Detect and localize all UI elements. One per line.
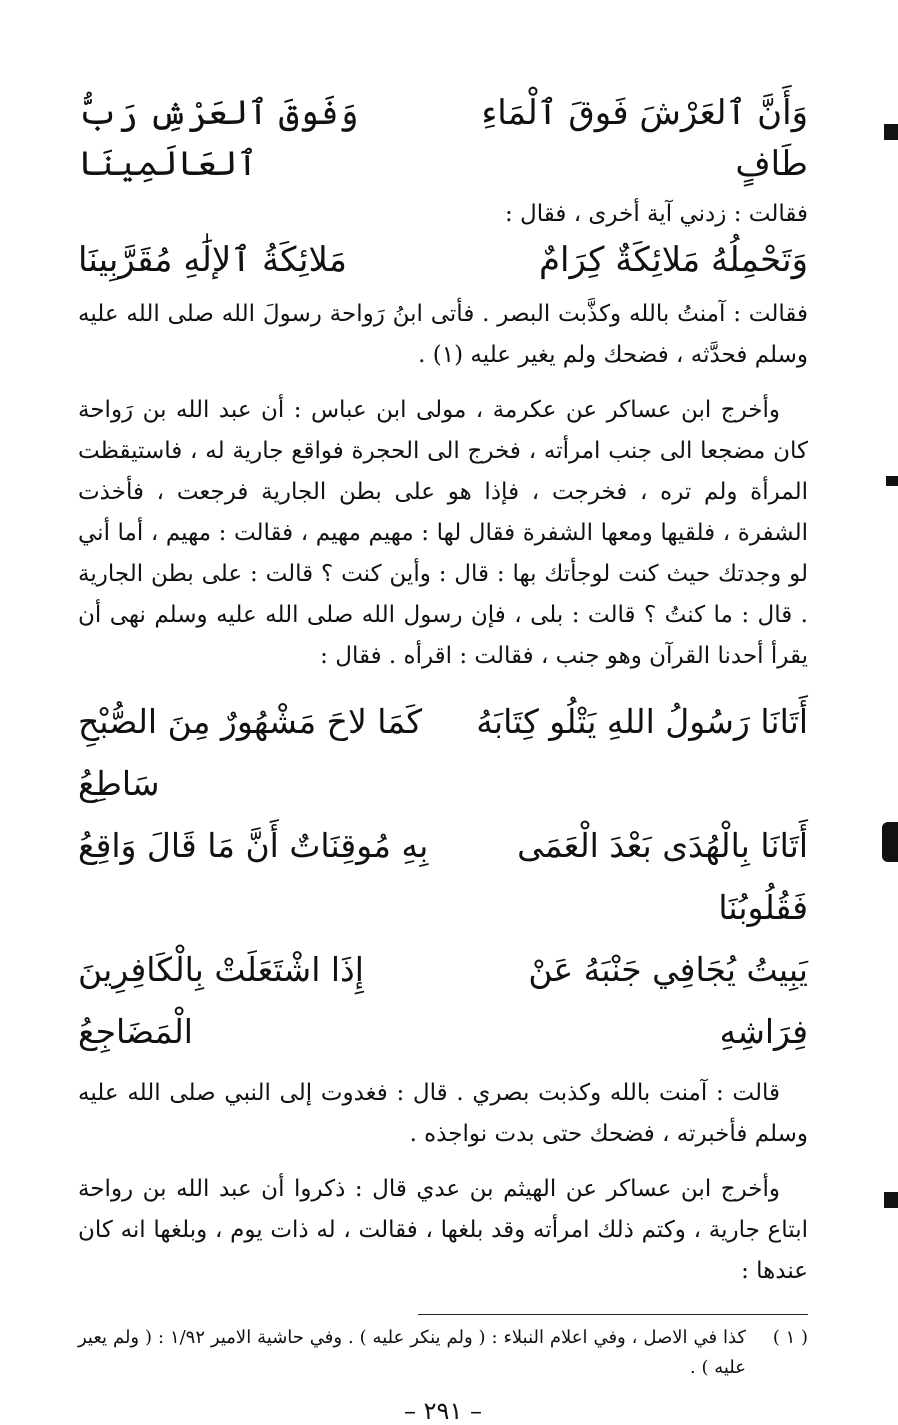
- verse-second-hemistich: مَلائِكَةُ ٱلإلَٰهِ مُقَرَّبِينَا: [78, 240, 347, 280]
- poem: [78, 691, 808, 1063]
- scan-edge-mark: [886, 476, 898, 486]
- paragraph-ikrima-narration: وأخرج ابن عساكر عن عكرمة ، مولى ابن عباس : أن عبد الله بن رَواحة كان مضجعا الى جنب امرأته ، فخرج الى الحجرة فواقع جارية له ، فاستيقظت المرأة ولم تره ، فخرجت ، فإذا هو على بطن الجارية فرجعت ، فأخذت الشفرة ، فلقيها ومعها الشفرة فقال لها : مهيم مهيم ، فقالت : مهيم ، أما أني لو وجدتك حيث كنت لوجأتك بها : قال : وأين كنت ؟ قالت : على بطن الجارية . قال : ما كنتُ ؟ قالت : بلى ، فإن رسول الله صلى الله عليه وسلم نهى أن يقرأ أحدنا القرآن وهو جنب ، فقالت : اقرأه . فقال :: [78, 397, 808, 669]
- footnote-divider: [418, 1314, 808, 1315]
- verse-first-hemistich: وَأَنَّ ٱلعَرْشَ فَوقَ ٱلْمَاءِ طَافٍ: [481, 93, 808, 184]
- paragraph-belief: فقالت : آمنتُ بالله وكذَّبت البصر . فأتى ابنُ رَواحة رسولَ الله صلى الله عليه وسلم فحدَّثه ، فضحك ولم يغير عليه (١) .: [78, 301, 808, 368]
- verse-line-1: [78, 88, 808, 190]
- footnote-text: كذا في الاصل ، وفي اعلام النبلاء : ( ولم ينكر عليه ) . وفي حاشية الامير ١/٩٢ : ( ولم يعير عليه ) .: [78, 1327, 746, 1378]
- paragraph-haytham-narration: وأخرج ابن عساكر عن الهيثم بن عدي قال : ذكروا أن عبد الله بن رواحة ابتاع جارية ، وكتم ذلك امرأته وقد بلغها ، فقالت ، له ذات يوم ، وبلغها انه كان عندها :: [78, 1176, 808, 1284]
- verse-first-hemistich: أَتَانَا بِالْهُدَى بَعْدَ الْعَمَى فَقُلُوبُنَا: [517, 826, 808, 927]
- scan-edge-mark: [882, 822, 898, 862]
- poem-verse-1: [78, 691, 808, 815]
- footnote-number: ( ١ ): [772, 1327, 808, 1348]
- verse-first-hemistich: يَبِيتُ يُجَافِي جَنْبَهُ عَنْ فِرَاشِهِ: [528, 950, 808, 1051]
- poem-verse-2: [78, 815, 808, 939]
- footnote: [78, 1323, 808, 1383]
- verse-first-hemistich: أَتَانَا رَسُولُ اللهِ يَتْلُو كِتَابَهُ: [476, 702, 808, 741]
- paragraph-request-verse: فقالت : زدني آية أخرى ، فقال :: [504, 201, 808, 227]
- scan-edge-mark: [884, 124, 898, 140]
- verse-first-hemistich: وَتَحْمِلُهُ مَلائِكَةٌ كِرَامٌ: [539, 240, 808, 280]
- verse-second-hemistich: وَفَوقَ ٱلعَرْشِ رَبُّ ٱلعَالَمِينَا: [78, 93, 359, 184]
- verse-second-hemistich: إِذَا اشْتَعَلَتْ بِالْكَافِرِينَ الْمَضَاجِعُ: [78, 950, 364, 1051]
- poem-verse-3: [78, 939, 808, 1063]
- paragraph-belief-2: قالت : آمنت بالله وكذبت بصري . قال : فغدوت إلى النبي صلى الله عليه وسلم فأخبرته ، فضحك حتى بدت نواجذه .: [78, 1080, 808, 1147]
- verse-line-2: [78, 235, 808, 286]
- verse-second-hemistich: بِهِ مُوقِنَاتٌ أَنَّ مَا قَالَ وَاقِعُ: [78, 826, 429, 865]
- page-body: [78, 78, 808, 1425]
- scan-edge-mark: [884, 1192, 898, 1208]
- page-number: – ٢٩١ –: [404, 1397, 482, 1425]
- verse-second-hemistich: كَمَا لاحَ مَشْهُورٌ مِنَ الصُّبْحِ سَاطِعُ: [78, 702, 423, 803]
